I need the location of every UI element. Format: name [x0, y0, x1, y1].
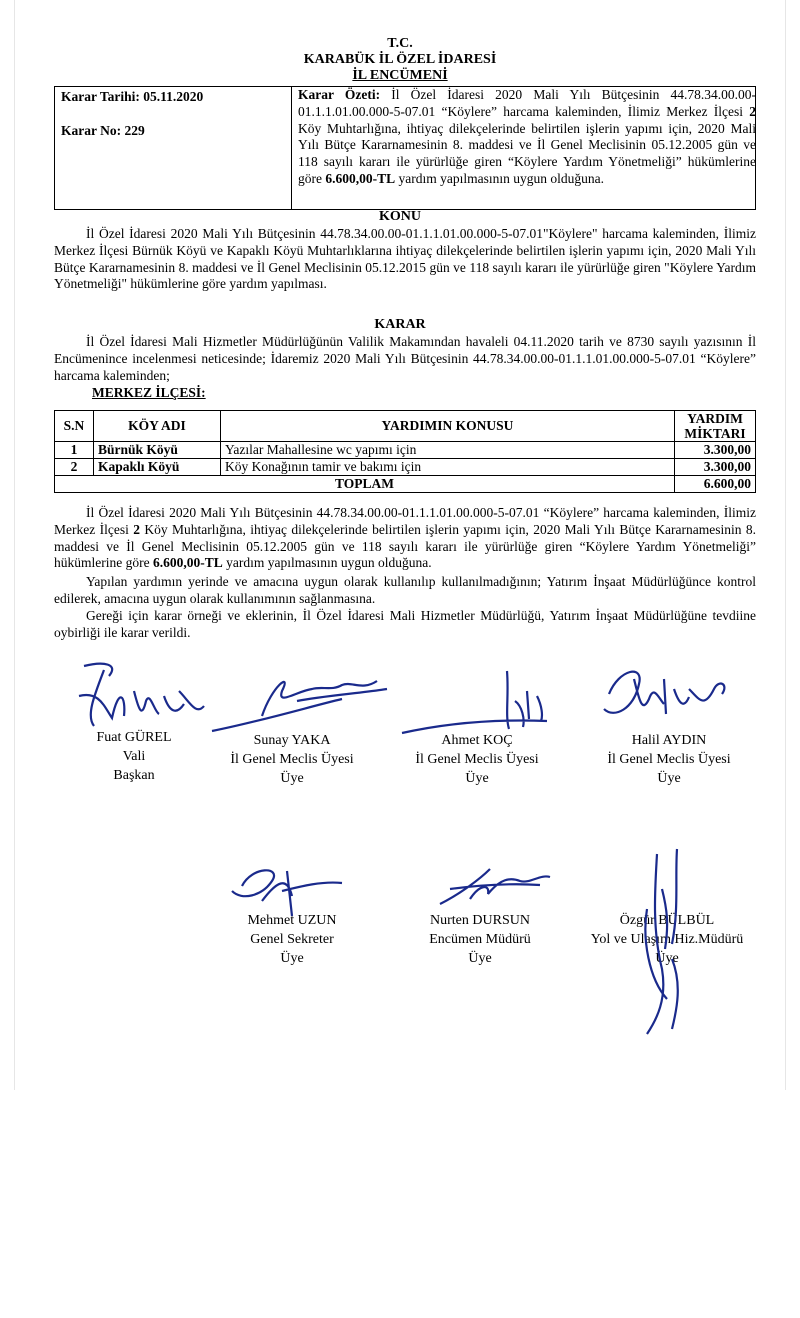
signer-name: Mehmet UZUN	[247, 913, 337, 928]
control-paragraph: Yapılan yardımın yerinde ve amacına uygun olarak kullanılıp kullanılmadığının; Yatırım İnşaat Müdürlüğünce kontrol edilerek, amacına uygun olarak kullanımının sağlanmasına.	[54, 574, 756, 606]
district-heading: MERKEZ İLÇESİ:	[92, 385, 206, 400]
signature-block-member	[222, 731, 362, 788]
decision-text: yardım yapılmasının uygun olduğuna.	[222, 555, 432, 571]
signer-name: Ahmet KOÇ	[441, 733, 513, 748]
signer-name: Halil AYDIN	[631, 733, 707, 748]
col-header-subject: YARDIMIN KONUSU	[221, 411, 675, 442]
signer-name: Sunay YAKA	[253, 733, 331, 748]
handwritten-signature	[64, 656, 204, 736]
table-row	[55, 459, 756, 476]
decision-abstract	[292, 87, 758, 188]
decision-date: Karar Tarihi: 05.11.2020	[61, 89, 204, 104]
cell-sn: 1	[55, 442, 94, 459]
konu-text: İl Özel İdaresi 2020 Mali Yılı Bütçesinin 44.78.34.00.00-01.1.1.01.00.000-5-07.01"Köylere" harcama kaleminden, İlimiz Merkez İlçesi Bürnük Köyü ve Kapaklı Köyü Muhtarlıklarına ihtiyaç dilekçelerinde belirtilen işlerin yapımı için, 2020 Mali Yılı Bütçe Kararnamesinin 8. maddesi ve İl Genel Meclisinin 05.12.2015 gün ve 118 sayılı kararı ile yürürlüğe giren "Köylere Yardım Yönetmeliği" hükümlerine göre yardım yapılması.	[54, 226, 756, 292]
cell-sn: 2	[55, 459, 94, 476]
signer-title: Genel Sekreter	[250, 932, 334, 947]
abstract-count: 2	[749, 103, 756, 119]
table-total-row	[55, 476, 756, 493]
decision-meta	[55, 87, 292, 209]
cell-amount: 3.300,00	[675, 442, 756, 459]
handwritten-signature	[594, 659, 744, 739]
scan-edge-right	[785, 0, 786, 1090]
table-header-row	[55, 411, 756, 442]
signer-title: İl Genel Meclis Üyesi	[230, 752, 354, 767]
abstract-text: Köy Muhtarlığına, ihtiyaç dilekçelerinde belirtilen işlerin yapımı için, 2020 Mali Yılı Bütçe Kararnamesinin 8. maddesi ve İl Genel Meclisinin 05.12.2005 gün ve 118 sayılı kararı ile yürürlüğe giren “Köylere Yardım Yönetmeliği” hükümlerine göre	[298, 120, 756, 186]
header-tc: T.C.	[387, 36, 413, 51]
signature-block-member	[397, 731, 557, 788]
signer-title: İl Genel Meclis Üyesi	[415, 752, 539, 767]
col-header-amount	[675, 411, 756, 442]
cell-village: Kapaklı Köyü	[94, 459, 221, 476]
signer-role: Üye	[655, 951, 679, 966]
handwritten-signature	[627, 849, 707, 1039]
closing-paragraph: Gereği için karar örneği ve eklerinin, İl Özel İdaresi Mali Hizmetler Müdürlüğü, Yatırım İnşaat Müdürlüğüne tevdiine oybirliği ile karar verildi.	[54, 608, 756, 640]
signer-title: Vali	[122, 749, 146, 764]
signer-role: Üye	[657, 771, 681, 786]
signer-name: Fuat GÜREL	[96, 730, 172, 745]
signer-title: Yol ve Ulaşım Hiz.Müdürü	[590, 932, 744, 947]
total-label: TOPLAM	[55, 476, 675, 493]
decision-count: 2	[133, 521, 140, 537]
signer-title: İl Genel Meclis Üyesi	[607, 752, 731, 767]
karar-title: KARAR	[374, 317, 426, 332]
handwritten-signature	[397, 661, 557, 741]
signature-block-member	[594, 731, 744, 788]
abstract-text: İl Özel İdaresi 2020 Mali Yılı Bütçesinin 44.78.34.00.00-01.1.1.01.00.000-5-07.01 “Köylere” harcama kaleminden, İlimiz Merkez İlçesi	[298, 87, 757, 119]
signature-block-chairman	[64, 728, 204, 785]
decision-number: Karar No: 229	[61, 123, 145, 138]
abstract-amount: 6.600,00-TL	[325, 170, 396, 186]
handwritten-signature	[202, 661, 402, 741]
scan-edge-left	[14, 0, 15, 1090]
table-row	[55, 442, 756, 459]
aid-table	[54, 410, 756, 493]
header-council: İL ENCÜMENİ	[352, 68, 448, 83]
cell-village: Bürnük Köyü	[94, 442, 221, 459]
decision-amount: 6.600,00-TL	[152, 555, 223, 571]
signer-role: Üye	[465, 771, 489, 786]
decision-text: Köy Muhtarlığına, ihtiyaç dilekçelerinde belirtilen işlerin yapımı için, 2020 Mali Yılı Bütçe Kararnamesinin 8. maddesi ve İl Genel Meclisinin 05.12.2005 gün ve 118 sayılı kararı ile yürürlüğe giren “Köylere Yardım Yönetmeliği” hükümlerine göre	[54, 521, 756, 571]
signature-block-member	[410, 911, 550, 968]
signer-role: Üye	[280, 771, 304, 786]
signature-block-member	[572, 911, 762, 968]
abstract-label: Karar Özeti:	[298, 87, 381, 102]
col-header-sn: S.N	[55, 411, 94, 442]
signer-title: Encümen Müdürü	[429, 932, 531, 947]
col-header-amount-text: YARDIM MİKTARI	[684, 411, 746, 441]
signer-name: Nurten DURSUN	[430, 913, 530, 928]
signer-name: Özgür BÜLBÜL	[619, 913, 715, 928]
total-value: 6.600,00	[675, 476, 756, 493]
signer-role: Üye	[468, 951, 492, 966]
decision-text: İl Özel İdaresi 2020 Mali Yılı Bütçesinin 44.78.34.00.00-01.1.1.01.00.000-5-07.01 “Köylere” harcama kaleminden, İlimiz Merkez İlçesi	[54, 505, 756, 537]
signature-block-member	[222, 911, 362, 968]
cell-subject: Köy Konağının tamir ve bakımı için	[221, 459, 675, 476]
header-institution: KARABÜK İL ÖZEL İDARESİ	[303, 52, 497, 67]
handwritten-signature	[222, 861, 362, 921]
cell-amount: 3.300,00	[675, 459, 756, 476]
col-header-village: KÖY ADI	[94, 411, 221, 442]
handwritten-signature	[410, 859, 570, 919]
abstract-text: yardım yapılmasının uygun olduğuna.	[395, 170, 604, 186]
signer-role: Başkan	[113, 768, 155, 783]
decision-paragraph	[54, 505, 756, 572]
decision-summary-box	[54, 86, 756, 210]
karar-text: İl Özel İdaresi Mali Hizmetler Müdürlüğünün Valilik Makamından havaleli 04.11.2020 tarih ve 8730 sayılı yazısının İl Encümenince incelenmesi neticesinde; İdaremiz 2020 Mali Yılı Bütçesinin 44.78.34.00.00-01.1.1.01.00.000-5-07.01 “Köylere” harcama kaleminden;	[54, 334, 756, 383]
konu-title: KONU	[379, 209, 421, 224]
signer-role: Üye	[280, 951, 304, 966]
cell-subject: Yazılar Mahallesine wc yapımı için	[221, 442, 675, 459]
